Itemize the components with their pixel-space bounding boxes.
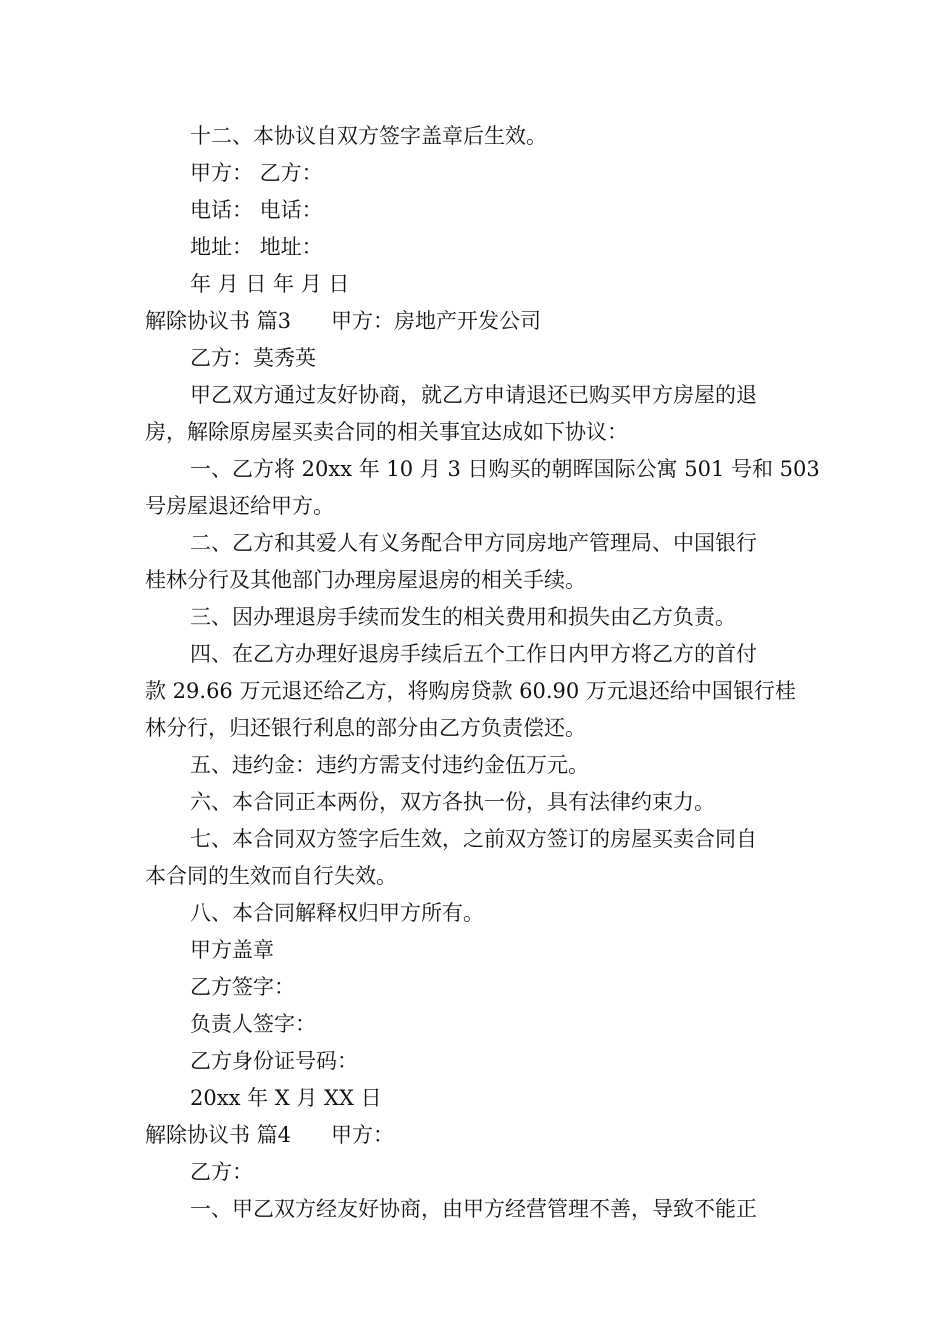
clause-1-line-1: 一、乙方将 20xx 年 10 月 3 日购买的朝晖国际公寓 501 号和 503 — [190, 457, 820, 481]
clause-7-line-2: 本合同的生效而自行失效。 — [145, 864, 397, 888]
address-line: 地址： 地址： — [190, 235, 323, 259]
section-heading-3 — [145, 307, 541, 335]
party-a-name: 甲方：房地产开发公司 — [331, 309, 542, 333]
section-heading-4 — [145, 1121, 394, 1149]
clause-1-line-1: 一、甲乙双方经友好协商，由甲方经营管理不善，导致不能正 — [190, 1197, 757, 1221]
manager-signature: 负责人签字： — [190, 1012, 316, 1036]
party-line: 甲方： 乙方： — [190, 161, 323, 185]
intro-paragraph-line-1: 甲乙双方通过友好协商，就乙方申请退还已购买甲方房屋的退 — [190, 383, 757, 407]
clause-2-line-2: 桂林分行及其他部门办理房屋退房的相关手续。 — [145, 568, 586, 592]
clause-4-line-2: 款 29.66 万元退还给乙方，将购房贷款 60.90 万元退还给中国银行桂 — [145, 679, 796, 703]
party-b-id-number: 乙方身份证号码： — [190, 1049, 358, 1073]
clause-7-line-1: 七、本合同双方签字后生效，之前双方签订的房屋买卖合同自 — [190, 827, 757, 851]
clause-1-line-2: 号房屋退还给甲方。 — [145, 494, 334, 518]
party-a-name: 甲方： — [331, 1123, 395, 1147]
party-b-name: 乙方： — [190, 1160, 253, 1184]
clause-4-line-3: 林分行，归还银行利息的部分由乙方负责偿还。 — [145, 716, 586, 740]
clause-2-line-1: 二、乙方和其爱人有义务配合甲方同房地产管理局、中国银行 — [190, 531, 757, 555]
clause-6: 六、本合同正本两份，双方各执一份，具有法律约束力。 — [190, 790, 715, 814]
clause-5: 五、违约金：违约方需支付违约金伍万元。 — [190, 753, 589, 777]
heading-title: 解除协议书 篇4 — [145, 1123, 292, 1147]
party-b-name: 乙方：莫秀英 — [190, 346, 316, 370]
intro-paragraph-line-2: 房，解除原房屋买卖合同的相关事宜达成如下协议： — [145, 420, 628, 444]
signing-date: 20xx 年 X 月 XX 日 — [190, 1086, 382, 1110]
clause-4-line-1: 四、在乙方办理好退房手续后五个工作日内甲方将乙方的首付 — [190, 642, 757, 666]
party-b-signature: 乙方签字： — [190, 975, 295, 999]
clause-8: 八、本合同解释权归甲方所有。 — [190, 901, 484, 925]
clause-3: 三、因办理退房手续而发生的相关费用和损失由乙方负责。 — [190, 605, 736, 629]
date-line: 年 月 日 年 月 日 — [190, 272, 350, 296]
heading-title: 解除协议书 篇3 — [145, 309, 292, 333]
party-a-seal: 甲方盖章 — [190, 938, 274, 962]
clause-12: 十二、本协议自双方签字盖章后生效。 — [190, 124, 547, 148]
phone-line: 电话： 电话： — [190, 198, 323, 222]
